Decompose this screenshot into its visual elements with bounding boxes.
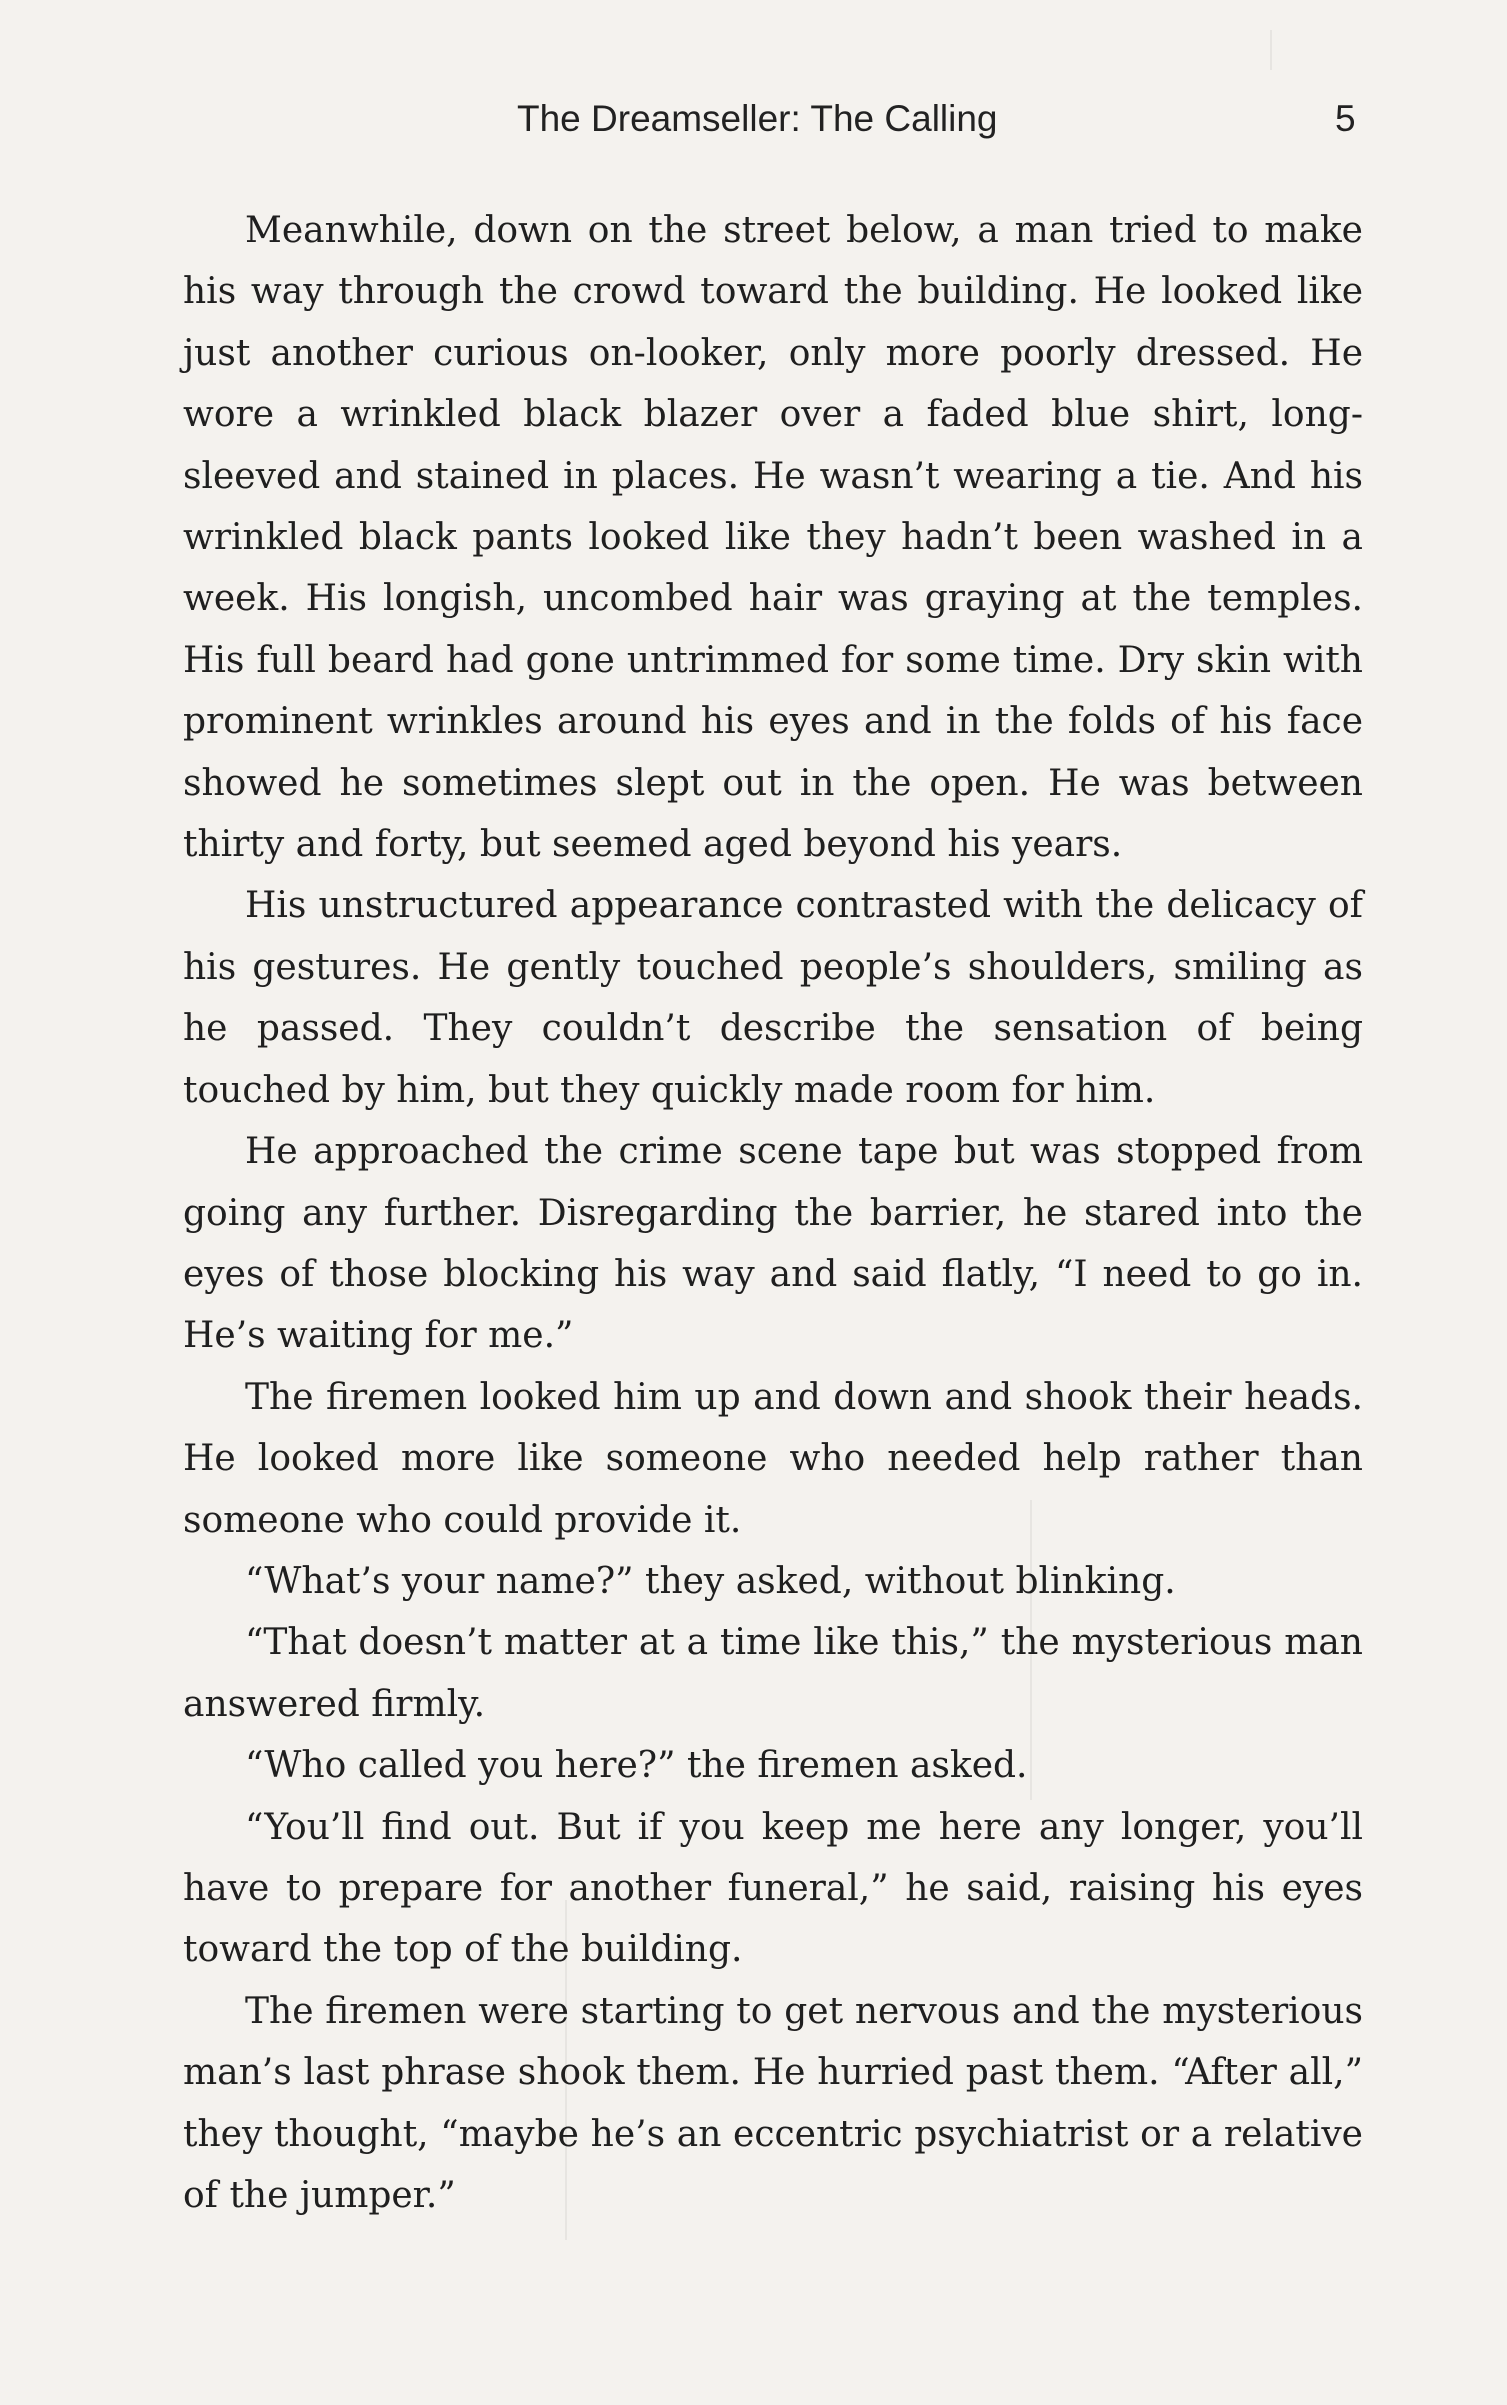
page-header [0, 98, 1507, 158]
paragraph: “Who called you here?” the firemen asked. [245, 1745, 1028, 1787]
paragraph: The firemen looked him up and down and shook their heads. He looked more like someone who needed help rather than someone who could provide it. [183, 1376, 1363, 1541]
body-text [183, 200, 1363, 2226]
paragraph: His unstructured appearance contrasted with the delicacy of his gestures. He gently touched people’s shoulders, smiling as he passed. They couldn’t describe the sensation of being touched by him, but they quickly made room for him. [183, 885, 1363, 1111]
paragraph: The firemen were starting to get nervous and the mysterious man’s last phrase shook them. He hurried past them. “After all,” they thought, “maybe he’s an eccentric psychiatrist or a relative of the jumper.” [183, 1990, 1363, 2216]
paragraph: “What’s your name?” they asked, without blinking. [245, 1560, 1176, 1602]
page-number: 5 [1335, 98, 1356, 139]
paragraph: “You’ll find out. But if you keep me here any longer, you’ll have to prepare for another funeral,” he said, raising his eyes toward the top of the building. [183, 1806, 1363, 1971]
bleed-through-mark [1270, 30, 1272, 70]
running-title: The Dreamseller: The Calling [517, 98, 998, 139]
paragraph: He approached the crime scene tape but was stopped from going any further. Disregarding the barrier, he stared into the eyes of those blocking his way and said flatly, “I need to go in. He’s waiting for me.” [183, 1131, 1363, 1357]
paragraph: Meanwhile, down on the street below, a man tried to make his way through the crowd toward the building. He looked like just another curious on-looker, only more poorly dressed. He wore a wrinkled black blazer over a faded blue shirt, long-sleeved and stained in places. He wasn’t wearing a tie. And his wrinkled black pants looked like they hadn’t been washed in a week. His longish, uncombed hair was graying at the temples. His full beard had gone untrimmed for some time. Dry skin with prominent wrinkles around his eyes and in the folds of his face showed he sometimes slept out in the open. He was between thirty and forty, but seemed aged beyond his years. [183, 210, 1363, 866]
paragraph: “That doesn’t matter at a time like this,” the mysterious man answered firmly. [183, 1622, 1363, 1725]
